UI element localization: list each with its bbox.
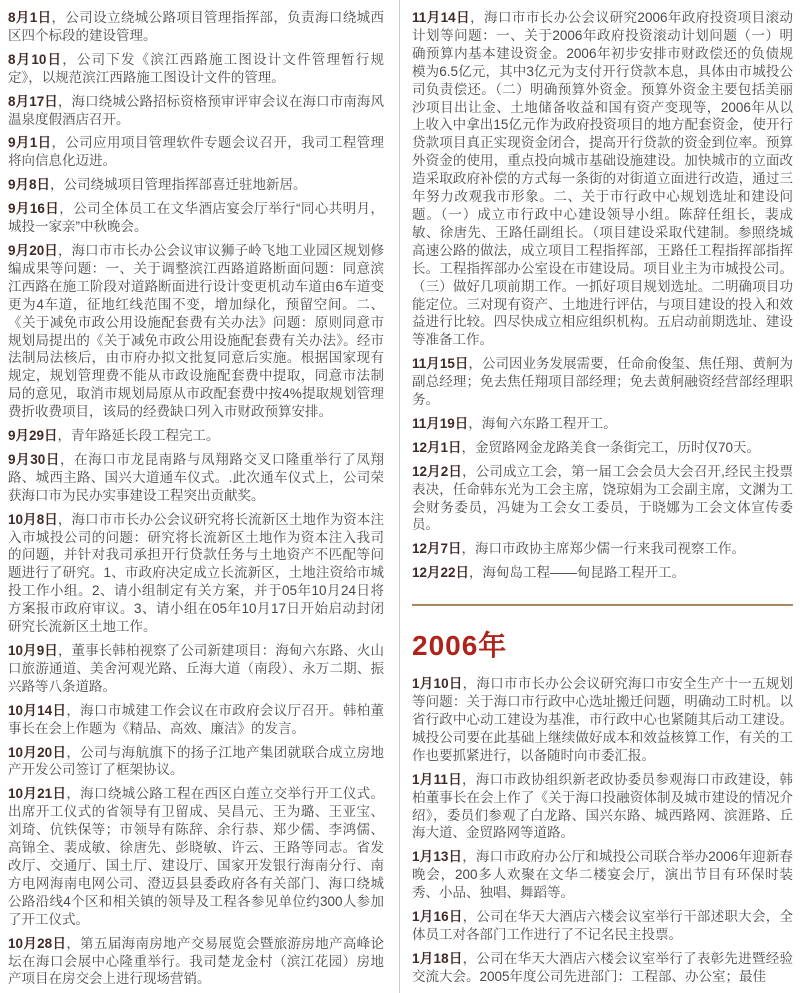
timeline-entry	[8, 134, 384, 170]
entry-date: 12月7日	[412, 541, 462, 557]
entry-text: ，金贸路网金龙路美食一条街完工，历时仅70天。	[461, 439, 761, 455]
entry-date: 10月20日	[8, 744, 67, 760]
timeline-entry	[412, 540, 793, 558]
timeline-entry	[412, 439, 793, 457]
entry-text: ，在海口市龙昆南路与凤翔路交叉口隆重举行了凤翔路、城西主路、国兴大道通车仪式。.此次通车仪式上，公司荣获海口市为民办实事建设工程突出贡献奖。	[8, 451, 384, 503]
entry-text: ，海口市政协组织新老政协委员参观海口市政建设，韩柏董事长在会上作了《关于海口投融资体制及城市建设的情况介绍》，委员们参观了白龙路、国兴东路、城西路网、滨涯路、丘海大道、金贸路网等道路。	[412, 771, 794, 841]
timeline-entry	[8, 935, 384, 989]
entry-date: 1月11日	[412, 771, 462, 787]
entry-text: ，公司与海航旗下的扬子江地产集团就联合成立房地产开发公司签订了框架协议。	[8, 744, 384, 778]
timeline-entry	[8, 242, 384, 421]
timeline-entry	[8, 176, 384, 194]
entry-text: ，海口市市长办公会议研究将长流新区土地作为资本注入市城投公司的问题：研究将长流新区土地作为资本注入我司的问题，并针对我司承担开行贷款任务与土地资产不匹配等问题进行了研究。1、市政府决定成立长流新区，土地注资给市城投工作小组。2、请小组制定有关方案，并于05年10月24日将方案报市政府审议。3、请小组在05年10月17日开始启动封闭研究长流新区土地工作。	[8, 511, 384, 635]
entry-date: 11月15日	[412, 356, 469, 372]
timeline-entry	[412, 463, 793, 535]
entry-date: 9月1日	[8, 135, 52, 151]
entry-text: ，海口市市长办公会议研究2006年政府投资项目滚动计划等问题：一、关于2006年政府投资滚动计划问题（一）明确预算内基本建设资金。2006年初步安排市财政偿还的负债规模为6.5亿元，其中3亿元为支付开行贷款本息，具体由市城投公司负责偿还。（二）明确预算外资金。预算外资金主要包括美丽沙项目出让金、土地储备收益和国有资产变现等，2006年从以上收入中拿出15亿元作为政府投资项目的地方配套资金，使开行贷款项目真正实现资金闭合，提高开行贷款的资金到位率。预算外资金的使用，重点投向城市基础设施建设。加快城市的立面改造采取政府补偿的方式每一条街的对街道立面进行改造，通过三年努力改观我市形象。二、关于市行政中心规划选址和建设问题。（一）成立市行政中心建设领导小组。陈辞任组长，裴成敏、徐唐先、王路任副组长。（项目建设采取代建制。参照绕城高速公路的做法，成立项目工程指挥部，王路任工程指挥部指挥长。工程指挥部办公室设在市建设局。项目业主为市城投公司。（三）做好几项前期工作。一抓好项目规划选址。二明确项目功能定位。三对现有资产、土地进行评估，与项目建设的投入和效益进行比较。四尽快成立相应组织机构。五启动前期选址、建设等准备工作。	[412, 10, 793, 348]
column-right	[400, 0, 800, 993]
entry-text: ，董事长韩柏视察了公司新建项目：海甸六东路、火山口旅游通道、美舍河观光路、丘海大道（南段）、永万二期、振兴路等八条道路。	[8, 643, 384, 694]
entry-text: ，海甸六东路工程开工。	[468, 415, 617, 431]
entry-date: 11月19日	[412, 415, 469, 431]
timeline-entry	[412, 564, 793, 582]
entry-date: 9月29日	[8, 428, 58, 444]
entry-text: ，公司在华天大酒店六楼会议室举行了表彰先进暨经验交流大会。2005年度公司先进部门：工程部、办公室；最佳	[412, 950, 794, 984]
entry-date: 9月20日	[8, 242, 58, 258]
entry-text: ，海口市政协主席郑少儒一行来我司视察工作。	[461, 541, 746, 557]
timeline-entry	[412, 771, 793, 843]
timeline-entry	[8, 93, 384, 129]
timeline-entry	[8, 451, 384, 505]
timeline-entry	[8, 427, 384, 445]
entry-text: ，公司下发《滨江西路施工图设计文件管理暂行规定》，以规范滨江西路施工图设计文件的管理。	[8, 51, 385, 85]
entry-text: ，海口市市长办公会议研究海口市安全生产十一五规划等问题：关于海口市行政中心选址搬迁问题，明确动工时机。以省行政中心动工建设为基准，市行政中心也紧随其后动工建设。城投公司要在此基础上继续做好成本和效益核算工作，有关的工作也要抓紧进行，以备随时向市委汇报。	[412, 676, 794, 763]
entry-text: ，公司在华天大酒店六楼会议室举行干部述职大会，全体员工对各部门工作进行了不记名民主投票。	[412, 909, 794, 942]
entry-text: ，海口市政府办公厅和城投公司联合举办2006年迎新春晚会，200多人欢聚在文华二楼宴会厅，演出节目有环保时装秀、小品、独唱、舞蹈等。	[412, 849, 793, 901]
entry-text: ，公司全体员工在文华酒店宴会厅举行“同心共明月，城投一家亲”中秋晚会。	[8, 201, 384, 235]
entry-date: 9月8日	[8, 177, 51, 193]
timeline-entry	[412, 848, 793, 902]
timeline-entry	[8, 642, 384, 696]
timeline-entry	[8, 511, 384, 636]
timeline-entry	[412, 9, 793, 349]
entries-2006	[412, 675, 793, 986]
entry-text: ，海口绕城公路招标资格预审评审会议在海口市南海风温泉度假酒店召开。	[8, 93, 384, 127]
entry-text: ，海口绕城公路工程在西区白莲立交举行开工仪式。出席开工仪式的省领导有卫留成、吴昌元、王为璐、王亚宝、刘琦、伉铁保等；市领导有陈辞、余行恭、郑少儒、李鸿儒、高锦全、裴成敏、徐唐先、彭晓敏、许云、王路等同志。省发改厅、交通厅、国土厅、建设厅、国家开发银行海南分行、南方电网海南电网公司、澄迈县县委政府各有关部门、海口绕城公路沿线4个区和相关镇的领导及工程各参见单位约300人参加了开工仪式。	[8, 786, 384, 927]
entry-date: 9月30日	[8, 451, 60, 467]
timeline-entry	[412, 675, 793, 765]
entries-2005-left	[8, 9, 384, 988]
entry-date: 1月13日	[412, 849, 463, 865]
entry-date: 12月22日	[412, 565, 470, 581]
entry-text: ，公司绕城项目管理指挥部喜迁驻地新居。	[50, 177, 307, 193]
section-divider	[412, 604, 793, 606]
entry-date: 12月1日	[412, 439, 462, 455]
timeline-entry	[412, 355, 793, 409]
entry-date: 1月16日	[412, 909, 463, 925]
entry-text: ，公司设立绕城公路项目管理指挥部，负责海口绕城西区四个标段的建设管理。	[8, 10, 384, 43]
entry-text: ，青年路延长段工程完工。	[57, 428, 220, 444]
entry-text: ，公司因业务发展需要，任命俞俊玺、焦任翔、黄舸为副总经理；免去焦任翔项目部经理；免去黄舸融资经营部经理职务。	[412, 356, 794, 408]
entry-date: 11月14日	[412, 10, 471, 25]
entry-text: ，海甸岛工程——甸昆路工程开工。	[469, 565, 686, 581]
entry-date: 1月10日	[412, 676, 463, 692]
entry-text: ，第五届海南房地产交易展览会暨旅游房地产高峰论坛在海口会展中心隆重举行。我司楚龙金村（滨江花园）房地产项目在房交会上进行现场营销。	[8, 935, 384, 987]
entries-2005-right	[412, 9, 793, 582]
entry-date: 8月10日	[8, 51, 63, 67]
timeline-entry	[412, 415, 793, 433]
entry-date: 8月1日	[8, 10, 52, 25]
timeline-entry	[8, 9, 384, 45]
entry-date: 8月17日	[8, 93, 58, 109]
entry-date: 1月18日	[412, 950, 463, 966]
entry-date: 10月28日	[8, 935, 67, 951]
timeline-entry	[8, 51, 384, 87]
timeline-entry	[8, 702, 384, 738]
timeline-entry	[8, 785, 384, 928]
timeline-entry	[412, 908, 793, 944]
entry-date: 9月16日	[8, 201, 60, 217]
entry-date: 10月21日	[8, 786, 67, 802]
entry-text: ，海口市城建工作会议在市政府会议厅召开。韩柏董事长在会上作题为《精品、高效、廉洁》的发言。	[8, 702, 384, 736]
entry-date: 12月2日	[412, 463, 463, 479]
entry-text: ，公司成立工会，第一届工会会员大会召开,经民主投票表决，任命韩东光为工会主席，饶琼娟为工会副主席，文渊为工会财务委员，冯婕为工会女工委员，于晓娜为工会文体宣传委员。	[412, 463, 793, 533]
entry-date: 10月8日	[8, 511, 58, 527]
entry-text: ，公司应用项目管理软件专题会议召开，我司工程管理将向信息化迈进。	[8, 135, 384, 169]
timeline-entry	[8, 744, 384, 780]
entry-date: 10月14日	[8, 702, 67, 718]
entry-date: 10月9日	[8, 643, 58, 658]
entry-text: ，海口市市长办公会议审议狮子岭飞地工业园区规划修编成果等问题：一、关于调整滨江西路道路断面问题：同意滨江西路在施工阶段对道路断面进行设计变更机动车道由6车道变更为4车道，征地红线范围不变，增加绿化，预留空间。二、《关于减免市政公用设施配套费有关办法》问题：原则同意市规划局提出的《关于减免市政公用设施配套费有关办法》。经市法制局法核后，由市府办拟文批复同意后实施。根据国家现有规定，规划管理费不能从市政设施配套费中提取，同意市法制局的意见，取消市规划局原从市政配套费中按4%提取规划管理费折收费项目，该局的经费缺口列入市财政预算安排。	[8, 242, 384, 420]
year-2006-heading: 2006年	[412, 630, 508, 662]
timeline-entry	[412, 950, 793, 986]
timeline-entry	[8, 200, 384, 236]
